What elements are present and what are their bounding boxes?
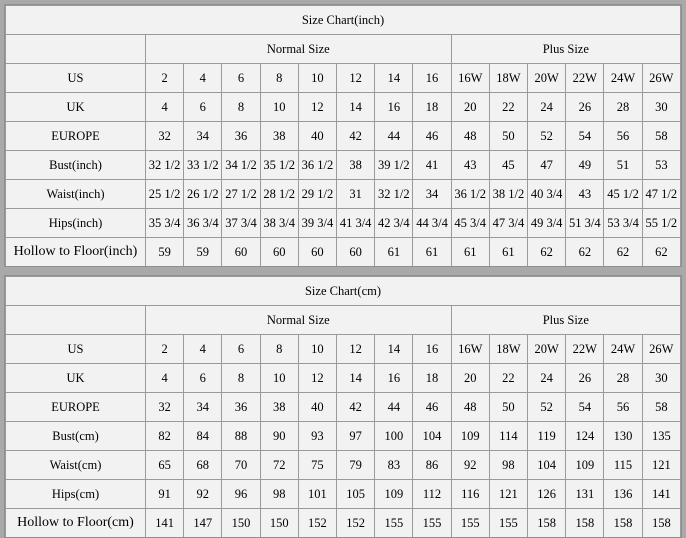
cell: 152	[298, 509, 336, 538]
cell: 50	[489, 393, 527, 422]
cell: 48	[451, 122, 489, 151]
cell: 31	[337, 180, 375, 209]
cell: 105	[337, 480, 375, 509]
row-label-europe: EUROPE	[6, 393, 146, 422]
cell: 44	[375, 393, 413, 422]
cell: 126	[528, 480, 566, 509]
cell: 12	[337, 64, 375, 93]
cell: 30	[642, 364, 680, 393]
cell: 26W	[642, 335, 680, 364]
row-label-uk: UK	[6, 93, 146, 122]
cell: 16W	[451, 64, 489, 93]
cell: 38	[260, 393, 298, 422]
cell: 2	[146, 64, 184, 93]
cell: 6	[222, 64, 260, 93]
table-row	[6, 393, 681, 422]
cell: 34 1/2	[222, 151, 260, 180]
cell: 37 3/4	[222, 209, 260, 238]
cell: 60	[337, 238, 375, 267]
cell: 16W	[451, 335, 489, 364]
cell: 131	[566, 480, 604, 509]
cell: 44 3/4	[413, 209, 451, 238]
cell: 38 3/4	[260, 209, 298, 238]
cell: 36 1/2	[451, 180, 489, 209]
cell: 61	[375, 238, 413, 267]
cell: 51 3/4	[566, 209, 604, 238]
cell: 70	[222, 451, 260, 480]
row-label-hollow-to-floor: Hollow to Floor(inch)	[6, 238, 146, 267]
cell: 116	[451, 480, 489, 509]
chart-title: Size Chart(inch)	[6, 6, 681, 35]
cell: 109	[375, 480, 413, 509]
table-row	[6, 93, 681, 122]
cell: 14	[375, 335, 413, 364]
cell: 98	[489, 451, 527, 480]
cell: 4	[184, 335, 222, 364]
cell: 6	[222, 335, 260, 364]
cell: 130	[604, 422, 642, 451]
table-row	[6, 122, 681, 151]
cell: 152	[337, 509, 375, 538]
group-header-row	[6, 306, 681, 335]
cell: 29 1/2	[298, 180, 336, 209]
cell: 26 1/2	[184, 180, 222, 209]
cell: 22	[489, 364, 527, 393]
cell: 40	[298, 393, 336, 422]
cell: 119	[528, 422, 566, 451]
cell: 43	[451, 151, 489, 180]
cell: 60	[298, 238, 336, 267]
cell: 41	[413, 151, 451, 180]
cell: 84	[184, 422, 222, 451]
cell: 10	[260, 93, 298, 122]
cell: 135	[642, 422, 680, 451]
row-label-hips: Hips(cm)	[6, 480, 146, 509]
cell: 32 1/2	[375, 180, 413, 209]
cell: 61	[413, 238, 451, 267]
cell: 26	[566, 93, 604, 122]
cell: 112	[413, 480, 451, 509]
cell: 114	[489, 422, 527, 451]
cell: 35 1/2	[260, 151, 298, 180]
cell: 98	[260, 480, 298, 509]
cell: 8	[260, 64, 298, 93]
size-chart-cm	[4, 275, 682, 538]
row-label-bust: Bust(cm)	[6, 422, 146, 451]
cell: 121	[642, 451, 680, 480]
cell: 101	[298, 480, 336, 509]
cell: 38	[337, 151, 375, 180]
cell: 60	[260, 238, 298, 267]
group-header-blank	[6, 35, 146, 64]
cell: 49 3/4	[528, 209, 566, 238]
cell: 45 3/4	[451, 209, 489, 238]
cell: 50	[489, 122, 527, 151]
table-row	[6, 151, 681, 180]
cell: 147	[184, 509, 222, 538]
cell: 88	[222, 422, 260, 451]
cell: 47 1/2	[642, 180, 680, 209]
cell: 62	[528, 238, 566, 267]
cell: 14	[337, 93, 375, 122]
row-label-uk: UK	[6, 364, 146, 393]
group-header-blank	[6, 306, 146, 335]
cell: 68	[184, 451, 222, 480]
cell: 10	[298, 64, 336, 93]
group-header-plus: Plus Size	[451, 306, 680, 335]
cell: 34	[184, 393, 222, 422]
cell: 35 3/4	[146, 209, 184, 238]
cell: 46	[413, 393, 451, 422]
cell: 41 3/4	[337, 209, 375, 238]
group-header-normal: Normal Size	[146, 306, 452, 335]
cell: 28	[604, 93, 642, 122]
cell: 136	[604, 480, 642, 509]
group-header-normal: Normal Size	[146, 35, 452, 64]
cell: 54	[566, 393, 604, 422]
cell: 79	[337, 451, 375, 480]
cell: 38	[260, 122, 298, 151]
table-row	[6, 335, 681, 364]
cell: 62	[642, 238, 680, 267]
cell: 24W	[604, 64, 642, 93]
cell: 53 3/4	[604, 209, 642, 238]
cell: 60	[222, 238, 260, 267]
cell: 45	[489, 151, 527, 180]
cell: 158	[642, 509, 680, 538]
cell: 4	[146, 364, 184, 393]
cell: 33 1/2	[184, 151, 222, 180]
cell: 18W	[489, 64, 527, 93]
row-label-hollow-to-floor: Hollow to Floor(cm)	[6, 509, 146, 538]
cell: 28 1/2	[260, 180, 298, 209]
cell: 6	[184, 364, 222, 393]
cell: 155	[413, 509, 451, 538]
cell: 39 1/2	[375, 151, 413, 180]
cell: 52	[528, 122, 566, 151]
cell: 20W	[528, 64, 566, 93]
cell: 27 1/2	[222, 180, 260, 209]
cell: 61	[489, 238, 527, 267]
cell: 16	[375, 364, 413, 393]
cell: 25 1/2	[146, 180, 184, 209]
cell: 72	[260, 451, 298, 480]
cell: 4	[146, 93, 184, 122]
cell: 155	[451, 509, 489, 538]
cell: 56	[604, 122, 642, 151]
table-row	[6, 209, 681, 238]
size-chart-inch-table	[5, 5, 681, 266]
cell: 48	[451, 393, 489, 422]
cell: 14	[337, 364, 375, 393]
cell: 24	[528, 364, 566, 393]
cell: 2	[146, 335, 184, 364]
cell: 155	[489, 509, 527, 538]
cell: 34	[184, 122, 222, 151]
cell: 34	[413, 180, 451, 209]
cell: 22W	[566, 64, 604, 93]
cell: 42	[337, 393, 375, 422]
row-label-waist: Waist(cm)	[6, 451, 146, 480]
cell: 56	[604, 393, 642, 422]
cell: 10	[298, 335, 336, 364]
cell: 124	[566, 422, 604, 451]
group-header-row	[6, 35, 681, 64]
cell: 16	[413, 335, 451, 364]
table-row	[6, 422, 681, 451]
cell: 12	[337, 335, 375, 364]
cell: 62	[566, 238, 604, 267]
cell: 42 3/4	[375, 209, 413, 238]
table-row	[6, 451, 681, 480]
cell: 45 1/2	[604, 180, 642, 209]
cell: 150	[260, 509, 298, 538]
cell: 58	[642, 122, 680, 151]
table-row	[6, 480, 681, 509]
cell: 8	[222, 93, 260, 122]
cell: 141	[146, 509, 184, 538]
cell: 18	[413, 364, 451, 393]
size-chart-inch	[4, 4, 682, 267]
cell: 30	[642, 93, 680, 122]
cell: 20	[451, 93, 489, 122]
table-row	[6, 238, 681, 267]
row-label-europe: EUROPE	[6, 122, 146, 151]
cell: 100	[375, 422, 413, 451]
cell: 8	[260, 335, 298, 364]
cell: 115	[604, 451, 642, 480]
cell: 14	[375, 64, 413, 93]
cell: 16	[375, 93, 413, 122]
cell: 36	[222, 122, 260, 151]
cell: 28	[604, 364, 642, 393]
table-row	[6, 364, 681, 393]
cell: 32	[146, 393, 184, 422]
cell: 16	[413, 64, 451, 93]
cell: 26	[566, 364, 604, 393]
cell: 38 1/2	[489, 180, 527, 209]
cell: 155	[375, 509, 413, 538]
cell: 43	[566, 180, 604, 209]
table-row	[6, 509, 681, 538]
cell: 104	[413, 422, 451, 451]
cell: 18W	[489, 335, 527, 364]
cell: 121	[489, 480, 527, 509]
cell: 18	[413, 93, 451, 122]
row-label-hips: Hips(inch)	[6, 209, 146, 238]
cell: 46	[413, 122, 451, 151]
table-row	[6, 64, 681, 93]
cell: 36 3/4	[184, 209, 222, 238]
cell: 158	[528, 509, 566, 538]
cell: 10	[260, 364, 298, 393]
cell: 4	[184, 64, 222, 93]
cell: 158	[566, 509, 604, 538]
cell: 61	[451, 238, 489, 267]
cell: 109	[451, 422, 489, 451]
cell: 51	[604, 151, 642, 180]
cell: 42	[337, 122, 375, 151]
cell: 47 3/4	[489, 209, 527, 238]
cell: 20W	[528, 335, 566, 364]
cell: 83	[375, 451, 413, 480]
cell: 44	[375, 122, 413, 151]
cell: 158	[604, 509, 642, 538]
row-label-us: US	[6, 64, 146, 93]
cell: 52	[528, 393, 566, 422]
cell: 47	[528, 151, 566, 180]
cell: 32 1/2	[146, 151, 184, 180]
cell: 75	[298, 451, 336, 480]
cell: 91	[146, 480, 184, 509]
cell: 97	[337, 422, 375, 451]
group-header-plus: Plus Size	[451, 35, 680, 64]
cell: 26W	[642, 64, 680, 93]
cell: 55 1/2	[642, 209, 680, 238]
size-chart-cm-table	[5, 276, 681, 537]
cell: 12	[298, 93, 336, 122]
cell: 86	[413, 451, 451, 480]
cell: 109	[566, 451, 604, 480]
cell: 32	[146, 122, 184, 151]
chart-title-row	[6, 6, 681, 35]
cell: 39 3/4	[298, 209, 336, 238]
cell: 59	[184, 238, 222, 267]
cell: 12	[298, 364, 336, 393]
cell: 6	[184, 93, 222, 122]
cell: 22	[489, 93, 527, 122]
cell: 96	[222, 480, 260, 509]
cell: 20	[451, 364, 489, 393]
row-label-bust: Bust(inch)	[6, 151, 146, 180]
cell: 92	[451, 451, 489, 480]
cell: 40	[298, 122, 336, 151]
cell: 141	[642, 480, 680, 509]
cell: 24W	[604, 335, 642, 364]
cell: 82	[146, 422, 184, 451]
cell: 24	[528, 93, 566, 122]
cell: 58	[642, 393, 680, 422]
cell: 36 1/2	[298, 151, 336, 180]
cell: 65	[146, 451, 184, 480]
cell: 36	[222, 393, 260, 422]
table-row	[6, 180, 681, 209]
cell: 59	[146, 238, 184, 267]
cell: 150	[222, 509, 260, 538]
chart-title: Size Chart(cm)	[6, 277, 681, 306]
cell: 62	[604, 238, 642, 267]
cell: 92	[184, 480, 222, 509]
cell: 53	[642, 151, 680, 180]
cell: 93	[298, 422, 336, 451]
chart-title-row	[6, 277, 681, 306]
cell: 40 3/4	[528, 180, 566, 209]
cell: 8	[222, 364, 260, 393]
cell: 90	[260, 422, 298, 451]
cell: 49	[566, 151, 604, 180]
cell: 104	[528, 451, 566, 480]
row-label-us: US	[6, 335, 146, 364]
cell: 54	[566, 122, 604, 151]
cell: 22W	[566, 335, 604, 364]
row-label-waist: Waist(inch)	[6, 180, 146, 209]
